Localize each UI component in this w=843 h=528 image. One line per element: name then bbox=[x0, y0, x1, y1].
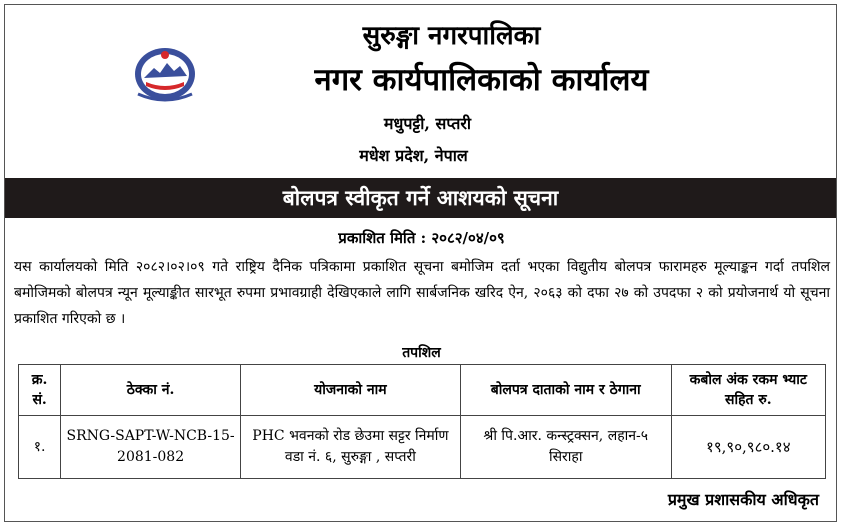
details-heading: तपशिल bbox=[402, 345, 441, 361]
notice-body: यस कार्यालयको मिति २०८२।०२।०९ गते राष्ट्रिय दैनिक पत्रिकामा प्रकाशित सूचना बमोजिम दर्ता भएका विद्युतीय बोलपत्र फारामहरु मूल्याङ्कन गर्दा तपशिल बमोजिमको बोलपत्र न्यून मूल्याङ्कीत सारभूत रुपमा प्रभावग्राही देखिएकाले लागि सार्बजनिक खरिद ऐन, २०६३ को दफा २७ को उपदफा २ को प्रयोजनार्थ यो सूचना प्रकाशित गरिएको छ । bbox=[14, 259, 830, 327]
cell-serial-number: १. bbox=[19, 416, 61, 479]
cell-bid-amount: १९,९०,९८०.१४ bbox=[671, 416, 825, 479]
location-province: मधेश प्रदेश, नेपाल bbox=[359, 146, 468, 165]
header-bid-amount: कबोल अंक रकम भ्याट सहित रु. bbox=[671, 365, 825, 416]
cell-contract-number: SRNG-SAPT-W-NCB-15-2081-082 bbox=[61, 416, 241, 479]
cell-project-name: PHC भवनको रोड छेउमा सट्टर निर्माण वडा नं. ६, सुरुङ्गा , सप्तरी bbox=[240, 416, 460, 479]
header-bidder: बोलपत्र दाताको नाम र ठेगाना bbox=[460, 365, 671, 416]
table-row bbox=[19, 416, 826, 479]
header-project-name: योजनाको नाम bbox=[240, 365, 460, 416]
office-name: नगर कार्यपालिकाको कार्यालय bbox=[314, 62, 649, 98]
cell-bidder: श्री पि.आर. कन्स्ट्रक्सन, लहान-५ सिराहा bbox=[460, 416, 671, 479]
contract-details-table bbox=[18, 364, 826, 479]
location-district: मधुपट्टी, सप्तरी bbox=[383, 114, 472, 133]
header-contract-number: ठेक्का नं. bbox=[61, 365, 241, 416]
signatory-title: प्रमुख प्रशासकीय अधिकृत bbox=[667, 490, 819, 509]
published-date: प्रकाशित मिति : २०८२/०४/०९ bbox=[338, 229, 505, 247]
table-header-row bbox=[19, 365, 826, 416]
header-serial-number: क्र. सं. bbox=[19, 365, 61, 416]
municipality-name: सुरुङ्गा नगरपालिका bbox=[362, 21, 541, 51]
notice-title-banner: बोलपत्र स्वीकृत गर्ने आशयको सूचना bbox=[5, 178, 836, 218]
